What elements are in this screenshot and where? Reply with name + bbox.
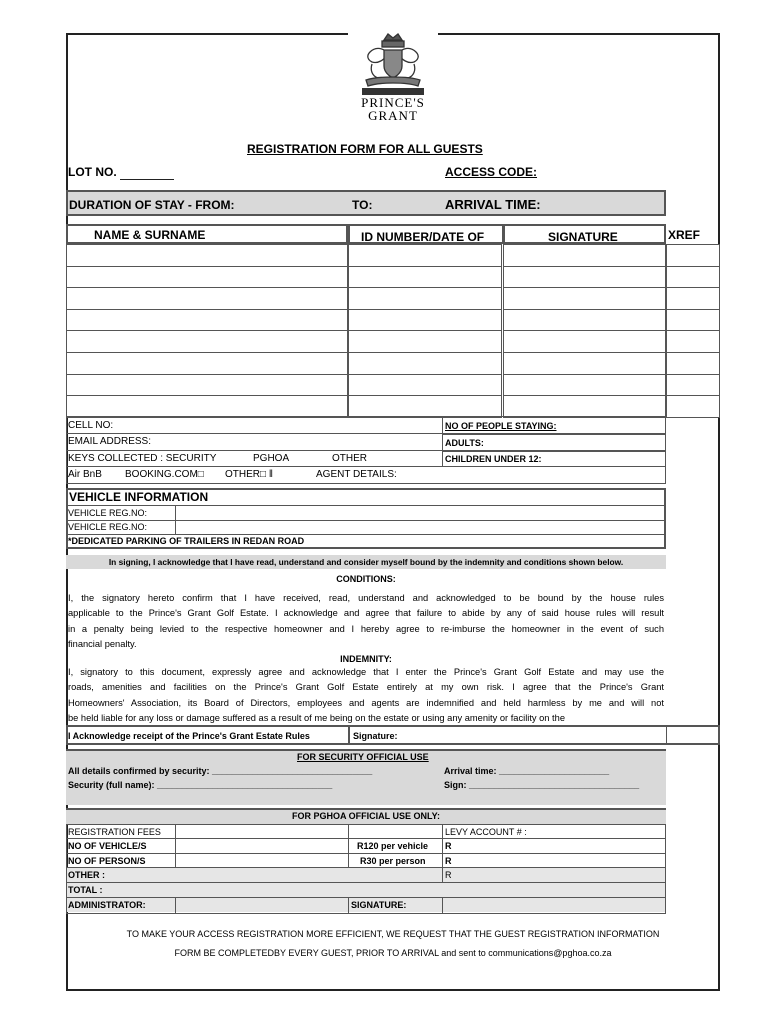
guest-cell-r6-c4[interactable] xyxy=(666,352,720,375)
levy-account-label: LEVY ACCOUNT # : xyxy=(445,827,527,837)
guest-cell-r6-c3[interactable] xyxy=(503,352,666,375)
indemnity-line-1: I, signatory to this document, expressly agree and acknowledge that I enter the Prince's Grant Golf Estate and may use the xyxy=(68,667,664,677)
guest-cell-r1-c2[interactable] xyxy=(348,244,502,267)
indemnity-text xyxy=(68,665,664,727)
people-staying-label: NO OF PEOPLE STAYING: xyxy=(445,421,557,431)
pghoa-v3 xyxy=(442,824,443,882)
vehicles-label: NO OF VEHICLE/S xyxy=(68,841,147,851)
people-divider-1 xyxy=(442,433,666,435)
guest-cell-r4-c2[interactable] xyxy=(348,309,502,332)
conditions-line-1: I, the signatory hereto confirm that I have received, read, understand and acknowledged to be bound by the house rules xyxy=(68,593,664,603)
guest-cell-r5-c2[interactable] xyxy=(348,330,502,353)
vehicle-reg-2-label: VEHICLE REG.NO: xyxy=(68,522,148,532)
receipt-divider-2 xyxy=(666,725,667,745)
r-other: R xyxy=(445,870,452,880)
guest-cell-r8-c2[interactable] xyxy=(348,395,502,418)
conditions-line-2: applicable to the Prince's Grant Golf Estate. I acknowledge and agree that failure to abide by any of said house rules will result xyxy=(68,608,664,619)
pghoa-row-1 xyxy=(66,838,666,839)
security-confirmed-field[interactable]: All details confirmed by security: ________________________________ xyxy=(68,766,373,776)
guest-cell-r3-c2[interactable] xyxy=(348,287,502,310)
pghoa-v1b xyxy=(175,897,176,914)
guest-cell-r2-c1[interactable] xyxy=(66,266,348,289)
security-name-field[interactable]: Security (full name): ___________________________________ xyxy=(68,780,333,790)
col-name-label: NAME & SURNAME xyxy=(94,228,206,242)
vehicle-title: VEHICLE INFORMATION xyxy=(69,490,209,504)
receipt-signature-label: Signature: xyxy=(353,731,398,741)
pghoa-v3b xyxy=(442,897,443,914)
trailer-parking-note: *DEDICATED PARKING OF TRAILERS IN REDAN ROAD xyxy=(68,536,305,546)
guest-cell-r5-c1[interactable] xyxy=(66,330,348,353)
guest-cell-r3-c4[interactable] xyxy=(666,287,720,310)
guest-cell-r8-c3[interactable] xyxy=(503,395,666,418)
pghoa-row-5 xyxy=(66,897,666,898)
contact-divider-2 xyxy=(66,450,442,451)
email-label: EMAIL ADDRESS: xyxy=(68,436,151,447)
total-label: TOTAL : xyxy=(68,885,103,895)
col-id-label: ID NUMBER/DATE OF xyxy=(361,230,485,244)
indemnity-line-2: roads, amenities and facilities on the Prince's Grant Golf Estate entirely at my own risk. I agree that the Prince's Grant xyxy=(68,682,664,693)
keys-collected-label: KEYS COLLECTED : SECURITY xyxy=(68,453,217,464)
administrator-label: ADMINISTRATOR: xyxy=(68,900,146,910)
guest-cell-r2-c4[interactable] xyxy=(666,266,720,289)
children-label: CHILDREN UNDER 12: xyxy=(445,454,542,464)
airbnb-option[interactable]: Air BnB xyxy=(68,469,102,480)
vehicle-divider-1 xyxy=(66,505,666,506)
guest-cell-r7-c2[interactable] xyxy=(348,374,502,397)
security-title: FOR SECURITY OFFICIAL USE xyxy=(297,752,429,762)
pghoa-v2b xyxy=(348,897,349,914)
contact-divider-3 xyxy=(66,466,666,467)
guest-cell-r8-c1[interactable] xyxy=(66,395,348,418)
reg-fees-label: REGISTRATION FEES xyxy=(68,827,161,837)
brand-line-1: PRINCE'S xyxy=(361,95,425,110)
adults-label: ADULTS: xyxy=(445,438,484,448)
receipt-label: I Acknowledge receipt of the Prince's Grant Estate Rules xyxy=(68,731,310,741)
guest-cell-r7-c1[interactable] xyxy=(66,374,348,397)
guest-cell-r5-c4[interactable] xyxy=(666,330,720,353)
form-title: REGISTRATION FORM FOR ALL GUESTS xyxy=(247,142,483,156)
access-code-label: ACCESS CODE: xyxy=(445,165,538,179)
conditions-text xyxy=(68,591,664,653)
indemnity-line-3: Homeowners' Association, its Board of Directors, employees and agents are indemnified and held harmless by me and will not xyxy=(68,697,664,708)
agent-details-label: AGENT DETAILS: xyxy=(316,469,397,480)
ack-text: In signing, I acknowledge that I have read, understand and consider myself bound by the indemnity and conditions shown below. xyxy=(108,557,624,567)
footer-line-1: TO MAKE YOUR ACCESS REGISTRATION MORE EFFICIENT, WE REQUEST THAT THE GUEST REGISTRATION INFORMATION xyxy=(126,929,660,939)
r30-label: R30 per person xyxy=(360,856,426,866)
vehicle-vdivider xyxy=(175,505,176,534)
guest-cell-r1-c4[interactable] xyxy=(666,244,720,267)
conditions-line-4: financial penalty. xyxy=(68,639,137,650)
vehicle-divider-2 xyxy=(66,520,666,521)
other-fee-label: OTHER : xyxy=(68,870,105,880)
booking-option[interactable]: BOOKING.COM□ xyxy=(125,469,204,480)
pghoa-v1 xyxy=(175,824,176,868)
r-persons: R xyxy=(445,856,452,866)
keys-pghoa-option[interactable]: PGHOA xyxy=(253,453,290,464)
security-arrival-field[interactable]: Arrival time: ______________________ xyxy=(444,766,610,776)
admin-signature-label: SIGNATURE: xyxy=(351,900,407,910)
guest-cell-r7-c4[interactable] xyxy=(666,374,720,397)
arrival-label: ARRIVAL TIME: xyxy=(445,197,541,212)
crest-icon xyxy=(348,30,438,98)
pghoa-title: FOR PGHOA OFFICIAL USE ONLY: xyxy=(291,811,440,821)
pghoa-row-3 xyxy=(66,867,666,868)
guest-cell-r2-c3[interactable] xyxy=(503,266,666,289)
lot-no-label: LOT NO. xyxy=(68,165,117,179)
persons-label: NO OF PERSON/S xyxy=(68,856,146,866)
guest-cell-r7-c3[interactable] xyxy=(503,374,666,397)
keys-other-option[interactable]: OTHER xyxy=(332,453,367,464)
guest-cell-r1-c3[interactable] xyxy=(503,244,666,267)
to-label: TO: xyxy=(352,198,373,212)
indemnity-title: INDEMNITY: xyxy=(340,654,392,664)
guest-cell-r3-c3[interactable] xyxy=(503,287,666,310)
vehicle-divider-3 xyxy=(66,534,666,535)
guest-cell-r5-c3[interactable] xyxy=(503,330,666,353)
pghoa-row-2 xyxy=(66,853,666,854)
guest-cell-r1-c1[interactable] xyxy=(66,244,348,267)
duration-label: DURATION OF STAY - FROM: xyxy=(69,198,235,212)
lot-no-field[interactable] xyxy=(120,179,174,180)
r120-label: R120 per vehicle xyxy=(357,841,429,851)
brand-line-2: GRANT xyxy=(368,108,418,123)
cell-no-label: CELL NO: xyxy=(68,420,114,431)
conditions-line-3: in a penalty being levied to the respective homeowner and I hereby agree to re-imburse the homeowner in the event of such xyxy=(68,623,664,634)
footer-line-2: FORM BE COMPLETEDBY EVERY GUEST, PRIOR TO ARRIVAL and sent to communications@pghoa.co.za xyxy=(174,948,612,958)
other-option[interactable]: OTHER□ ‖ xyxy=(225,469,273,480)
r-vehicles: R xyxy=(445,841,452,851)
contact-vdivider xyxy=(442,416,443,466)
vehicle-reg-1-label: VEHICLE REG.NO: xyxy=(68,508,148,518)
guest-cell-r4-c1[interactable] xyxy=(66,309,348,332)
receipt-divider xyxy=(348,725,350,745)
people-divider-2 xyxy=(442,450,666,452)
security-sign-field[interactable]: Sign: __________________________________ xyxy=(444,780,640,790)
indemnity-line-4: be held liable for any loss or damage suffered as a result of me being on the estate or using any amenity or facility on the xyxy=(68,713,565,724)
guest-cell-r3-c1[interactable] xyxy=(66,287,348,310)
col-xref-label: XREF xyxy=(668,228,701,242)
col-signature-label: SIGNATURE xyxy=(548,230,618,244)
guest-cell-r4-c4[interactable] xyxy=(666,309,720,332)
guest-cell-r6-c2[interactable] xyxy=(348,352,502,375)
guest-cell-r4-c3[interactable] xyxy=(503,309,666,332)
pghoa-row-4 xyxy=(66,882,666,883)
guest-cell-r2-c2[interactable] xyxy=(348,266,502,289)
pghoa-v2 xyxy=(348,824,349,868)
conditions-title: CONDITIONS: xyxy=(336,574,396,584)
guest-cell-r8-c4[interactable] xyxy=(666,395,720,418)
contact-divider-1 xyxy=(66,433,442,434)
guest-cell-r6-c1[interactable] xyxy=(66,352,348,375)
